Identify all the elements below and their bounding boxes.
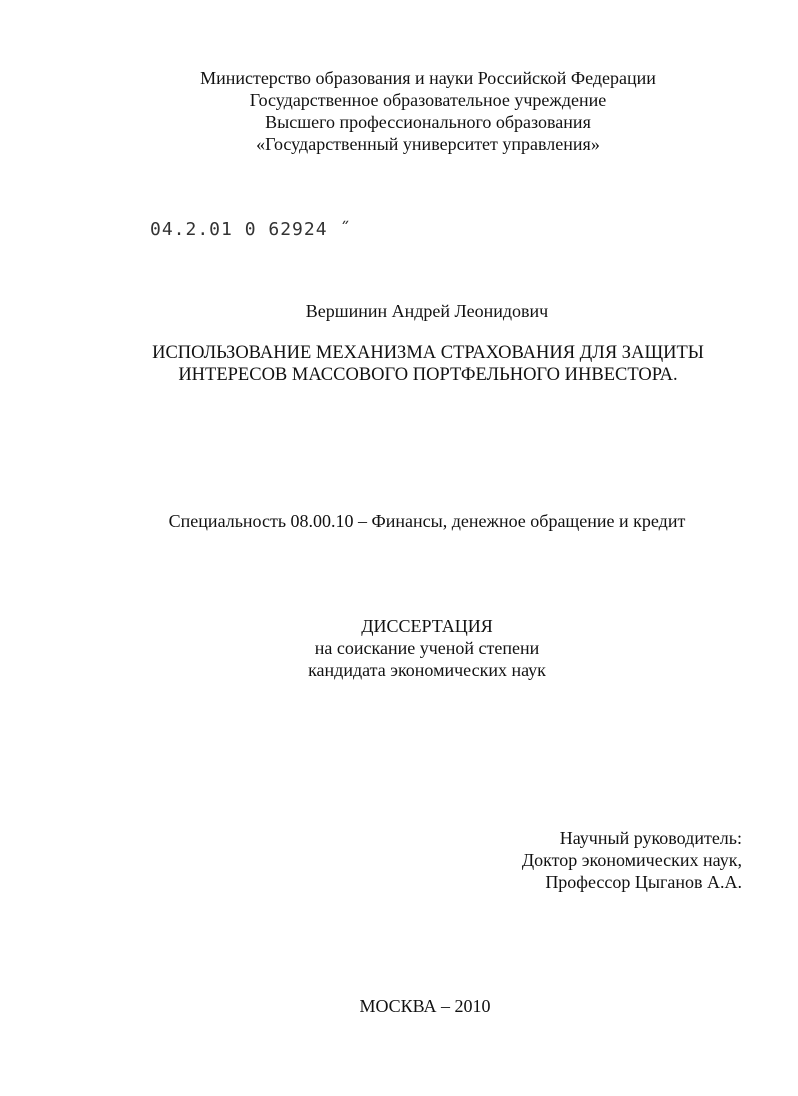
supervisor-name: Профессор Цыганов А.А. — [545, 872, 742, 892]
header-line-ministry: Министерство образования и науки Российской Федерации — [200, 68, 656, 88]
title-line-1: ИСПОЛЬЗОВАНИЕ МЕХАНИЗМА СТРАХОВАНИЯ ДЛЯ ЗАЩИТЫ — [152, 343, 704, 363]
dissertation-heading: ДИССЕРТАЦИЯ — [361, 616, 493, 636]
degree-block — [28, 615, 798, 681]
dissertation-title — [29, 342, 798, 386]
city-year-block — [26, 995, 798, 1017]
catalog-number: 04.2.01 0 62924 ˝ — [150, 219, 352, 240]
specialty-block — [28, 510, 798, 532]
specialty-text: Специальность 08.00.10 – Финансы, денежное обращение и кредит — [168, 511, 686, 531]
header-line-education-level: Высшего профессионального образования — [265, 112, 591, 132]
city-year: МОСКВА – 2010 — [359, 996, 491, 1016]
author-name: Вершинин Андрей Леонидович — [305, 301, 549, 321]
author-block — [28, 300, 798, 322]
supervisor-block — [522, 827, 742, 893]
title-line-2: ИНТЕРЕСОВ МАССОВОГО ПОРТФЕЛЬНОГО ИНВЕСТОРА. — [178, 365, 678, 385]
header-line-university: «Государственный университет управления» — [256, 134, 600, 154]
supervisor-label: Научный руководитель: — [559, 828, 742, 848]
supervisor-degree: Доктор экономических наук, — [521, 850, 742, 870]
institution-header — [29, 67, 798, 155]
header-line-institution-type: Государственное образовательное учреждение — [249, 90, 607, 110]
degree-line-1: на соискание ученой степени — [314, 638, 540, 658]
degree-line-2: кандидата экономических наук — [308, 660, 546, 680]
